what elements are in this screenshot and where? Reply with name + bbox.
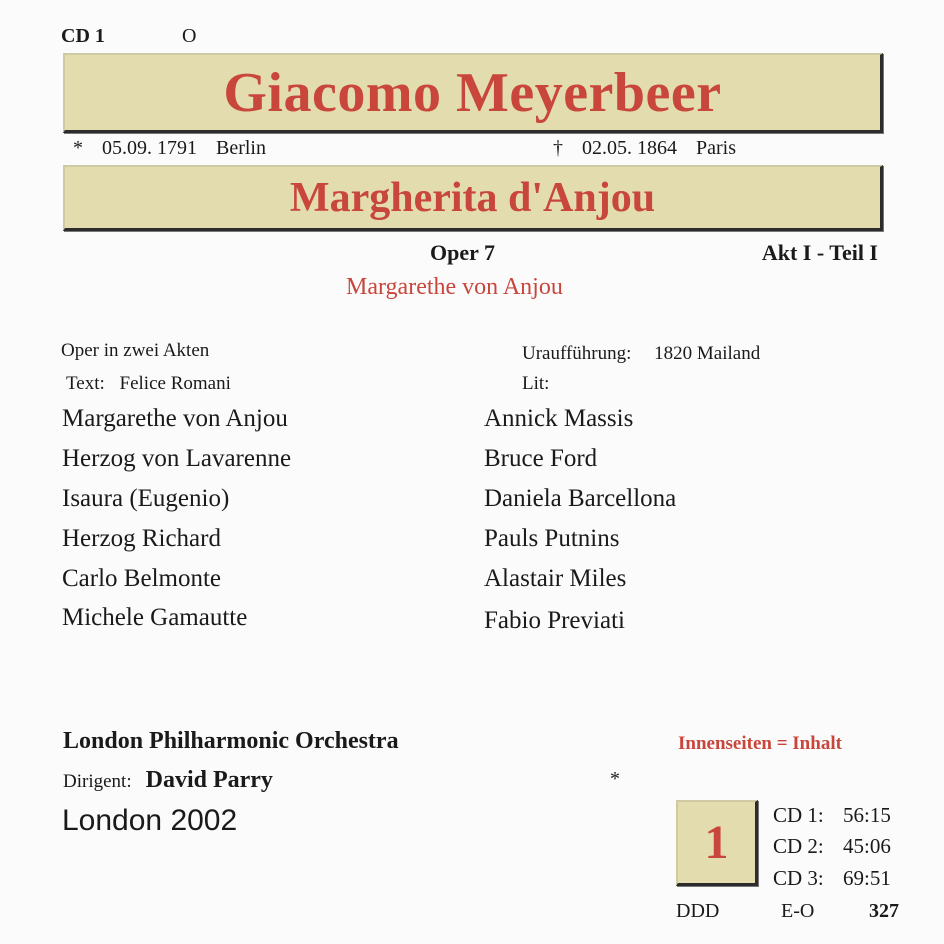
duration-row (773, 834, 891, 859)
role-name: Margarethe von Anjou (62, 405, 288, 432)
opera-banner (63, 165, 883, 231)
death-symbol: † (553, 137, 563, 159)
inner-pages-note: Innenseiten = Inhalt (678, 733, 842, 754)
death-date: 02.05. 1864 (582, 137, 677, 159)
composer-name: Giacomo Meyerbeer (223, 61, 722, 124)
librettist-line (66, 373, 231, 395)
recording-code: DDD (676, 900, 720, 922)
death-place: Paris (696, 137, 736, 159)
duration-row (773, 803, 891, 828)
text-label: Text: (66, 373, 105, 394)
opera-title: Margherita d'Anjou (289, 174, 656, 221)
conductor-line (63, 767, 273, 794)
duration-label: CD 1: (773, 803, 824, 827)
composer-banner (63, 53, 883, 133)
singer-name: Fabio Previati (484, 607, 625, 634)
role-name: Herzog von Lavarenne (62, 445, 292, 472)
role-name: Herzog Richard (62, 525, 221, 552)
cd-label: CD 1 (61, 25, 105, 47)
premiere-value: 1820 Mailand (654, 343, 761, 364)
premiere-label: Uraufführung: (522, 343, 632, 364)
place-year: London 2002 (62, 804, 238, 837)
role-name: Carlo Belmonte (62, 565, 221, 592)
birth-date: 05.09. 1791 (102, 137, 197, 159)
birth-place: Berlin (216, 137, 266, 159)
lit-label: Lit: (522, 373, 550, 394)
duration-time: 45:06 (843, 834, 891, 858)
german-title: Margarethe von Anjou (346, 274, 563, 300)
singer-name: Pauls Putnins (484, 525, 620, 552)
edition-code: E-O (781, 900, 815, 922)
role-name: Michele Gamautte (62, 604, 248, 631)
birth-symbol: * (73, 137, 83, 159)
duration-label: CD 2: (773, 834, 824, 858)
orchestra: London Philharmonic Orchestra (63, 728, 399, 754)
disc-number: 1 (704, 816, 729, 869)
act-label: Akt I - Teil I (761, 240, 878, 265)
conductor-label: Dirigent: (63, 771, 132, 792)
catalog-number: 327 (869, 900, 899, 922)
duration-time: 69:51 (843, 866, 891, 890)
opera-number: Oper 7 (430, 240, 495, 265)
birth-info (73, 137, 266, 160)
singer-name: Daniela Barcellona (484, 485, 677, 512)
librettist: Felice Romani (119, 373, 231, 394)
opera-genre: Oper in zwei Akten (61, 340, 210, 361)
singer-name: Bruce Ford (484, 445, 598, 472)
disc-number-box (676, 800, 758, 886)
death-info (553, 137, 736, 160)
duration-time: 56:15 (843, 803, 891, 827)
duration-row (773, 866, 891, 891)
header-marker: O (182, 25, 197, 47)
singer-name: Alastair Miles (484, 565, 627, 592)
asterisk-mark: * (610, 768, 620, 790)
duration-label: CD 3: (773, 866, 824, 890)
conductor-name: David Parry (145, 767, 273, 793)
premiere-line (522, 343, 760, 365)
role-name: Isaura (Eugenio) (62, 485, 230, 512)
singer-name: Annick Massis (484, 405, 634, 432)
